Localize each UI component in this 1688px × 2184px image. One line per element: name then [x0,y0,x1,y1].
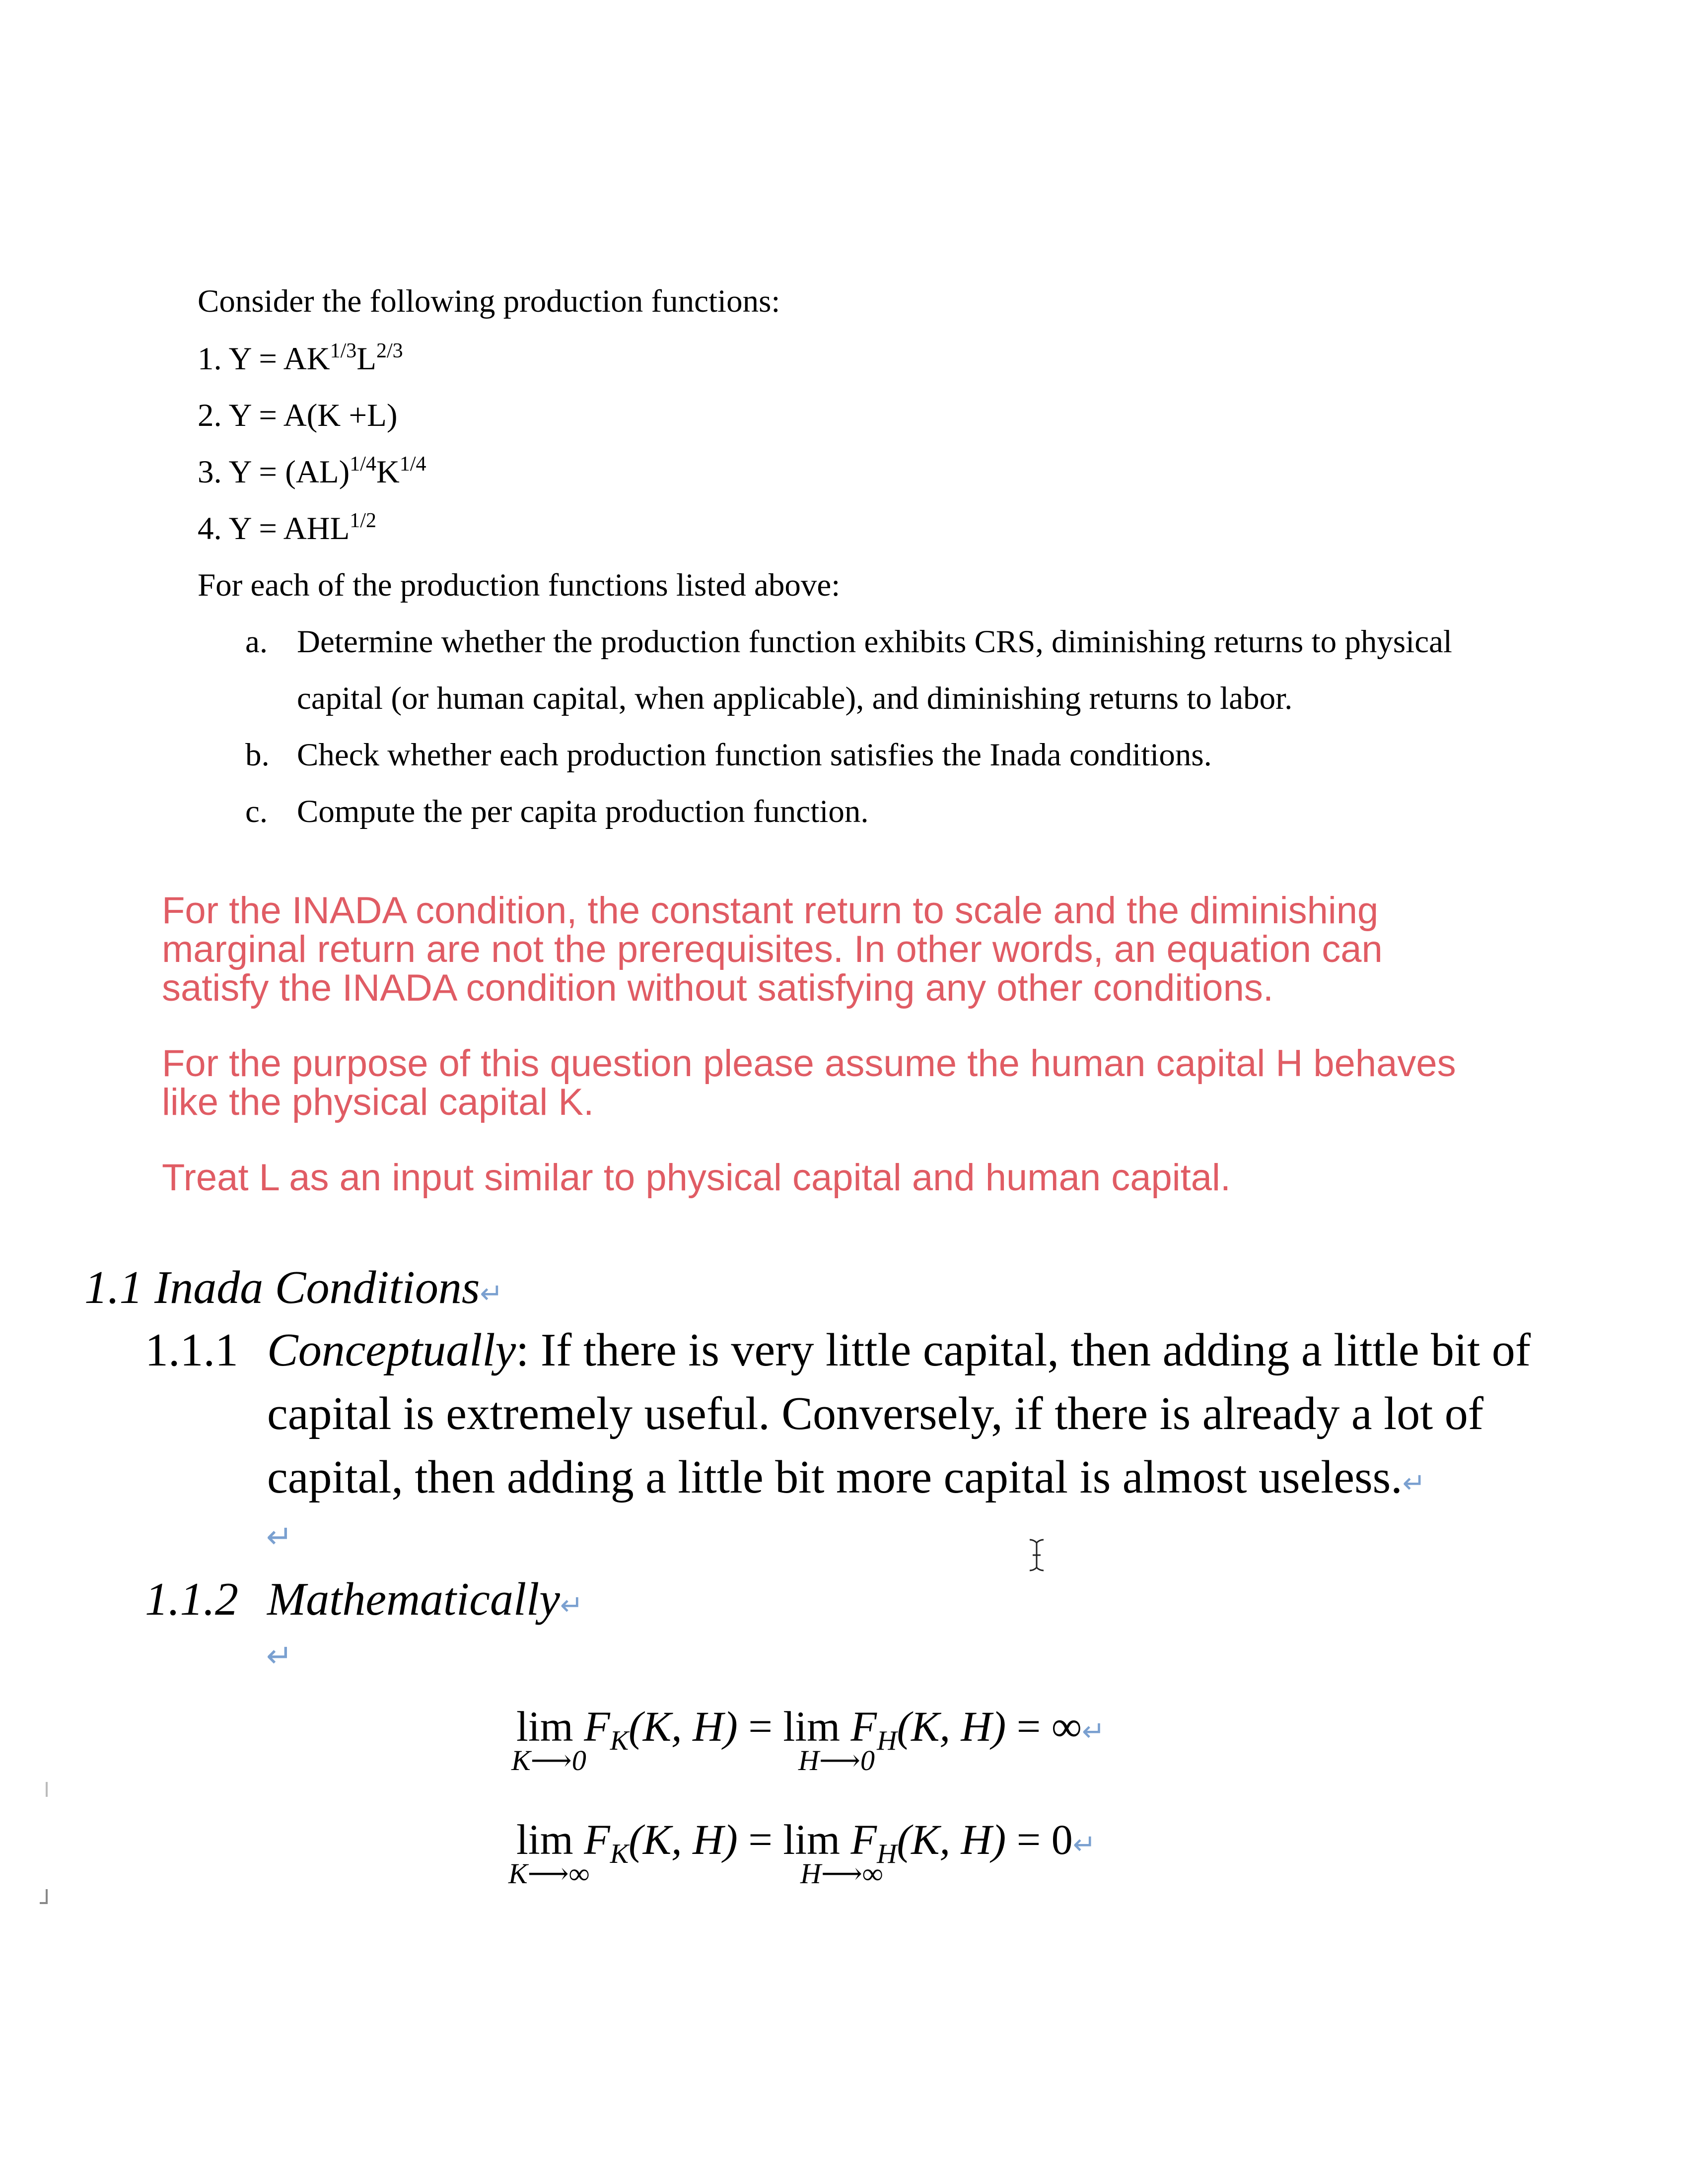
function-2 [198,397,397,434]
return-mark-icon: ↵ [480,1278,503,1310]
function-2-base: 2. Y = A(K +L) [198,398,398,433]
task-b-line1: Check whether each production function satisfies the Inada conditions. [297,737,1212,773]
return-mark-icon: ↵ [1402,1467,1426,1500]
eq2-lim2: lim [783,1816,841,1863]
eq2-lim1: lim [516,1816,573,1863]
eq1-rhs: = ∞ [1016,1703,1082,1750]
return-mark-icon: ↵ [560,1589,583,1622]
function-3 [198,454,426,491]
function-4-exp-l: 1/2 [350,509,376,532]
eq1-sub1: K [610,1725,629,1756]
eq1-args1: (K, H) [629,1703,738,1750]
eq2-f1: F [584,1816,610,1863]
eq2-args2: (K, H) [897,1816,1006,1863]
function-1-exp-l: 2/3 [376,340,403,362]
for-each-text: For each of the production functions listed above: [198,567,841,603]
subsection-2-label: Mathematically [267,1573,560,1625]
eq2-sub1: K [610,1839,629,1869]
function-1-exp-k: 1/3 [330,340,357,362]
note-1-line1: For the INADA condition, the constant return to scale and the diminishing [162,889,1379,932]
eq2-equals: = [748,1816,773,1863]
task-c-marker: c. [245,794,268,829]
function-3-base: 3. Y = (AL) [198,454,350,490]
return-mark-icon: ↵ [1072,1829,1096,1861]
eq2-sub2: H [877,1839,897,1869]
function-3-exp-al: 1/4 [350,453,376,476]
task-a-line2: capital (or human capital, when applicable), and diminishing returns to labor. [297,681,1293,716]
eq2-args1: (K, H) [629,1816,738,1863]
eq1-f2: F [850,1703,877,1750]
function-1-base: 1. Y = AK [198,341,330,377]
eq1-args2: (K, H) [897,1703,1006,1750]
function-3-mid: K [376,454,400,490]
return-mark-icon: ↵ [266,1519,293,1556]
task-a-line1: Determine whether the production function exhibits CRS, diminishing returns to physical [297,624,1452,660]
section-heading [84,1261,503,1314]
eq1-lim2: lim [783,1703,841,1750]
note-1-line3: satisfy the INADA condition without satisfying any other conditions. [162,967,1273,1009]
eq1-lim1: lim [516,1703,573,1750]
eq1-under1: K⟶0 [511,1744,586,1776]
function-4 [198,510,376,547]
intro-text: Consider the following production functions: [198,283,780,319]
subsection-1-line1 [267,1323,1531,1377]
subsection-1-label: Conceptually [267,1324,516,1376]
return-mark-icon: ↵ [266,1638,293,1675]
eq2-rhs: = 0 [1016,1816,1073,1863]
note-1-line2: marginal return are not the prerequisites. In other words, an equation can [162,928,1383,970]
eq2-under2: H⟶∞ [800,1857,883,1890]
note-2-line1: For the purpose of this question please assume the human capital H behaves [162,1042,1456,1085]
task-c-line1: Compute the per capita production function. [297,794,869,829]
section-heading-text: 1.1 Inada Conditions [84,1262,480,1313]
eq1-sub2: H [877,1725,897,1756]
note-1 [162,891,1383,1008]
subsection-1-number: 1.1.1 [145,1324,238,1376]
function-4-base: 4. Y = AHL [198,511,350,546]
subsection-1-line2: capital is extremely useful. Conversely, if there is already a lot of [267,1388,1484,1439]
subsection-2-number: 1.1.2 [145,1573,238,1625]
crop-mark-icon [46,1782,48,1797]
crop-mark-icon [40,1889,48,1904]
subsection-2-heading [267,1572,583,1626]
eq2-f2: F [850,1816,877,1863]
text-cursor-icon [1027,1538,1047,1572]
task-a-marker: a. [245,624,268,660]
return-mark-icon: ↵ [1082,1715,1106,1748]
note-2-line2: like the physical capital K. [162,1081,594,1123]
eq2-under1: K⟶∞ [508,1857,590,1890]
eq1-f1: F [584,1703,610,1750]
subsection-1-text1: : If there is very little capital, then adding a little bit of [516,1324,1531,1376]
note-2 [162,1044,1456,1122]
function-3-exp-k: 1/4 [399,453,426,476]
function-1 [198,341,403,378]
eq1-equals: = [748,1703,773,1750]
eq1-under2: H⟶0 [798,1744,875,1776]
note-3: Treat L as an input similar to physical capital and human capital. [162,1157,1231,1199]
subsection-1-text3: capital, then adding a little bit more capital is almost useless. [267,1451,1403,1503]
function-1-mid: L [356,341,376,377]
subsection-1-line3 [267,1450,1426,1504]
task-b-marker: b. [245,737,270,773]
